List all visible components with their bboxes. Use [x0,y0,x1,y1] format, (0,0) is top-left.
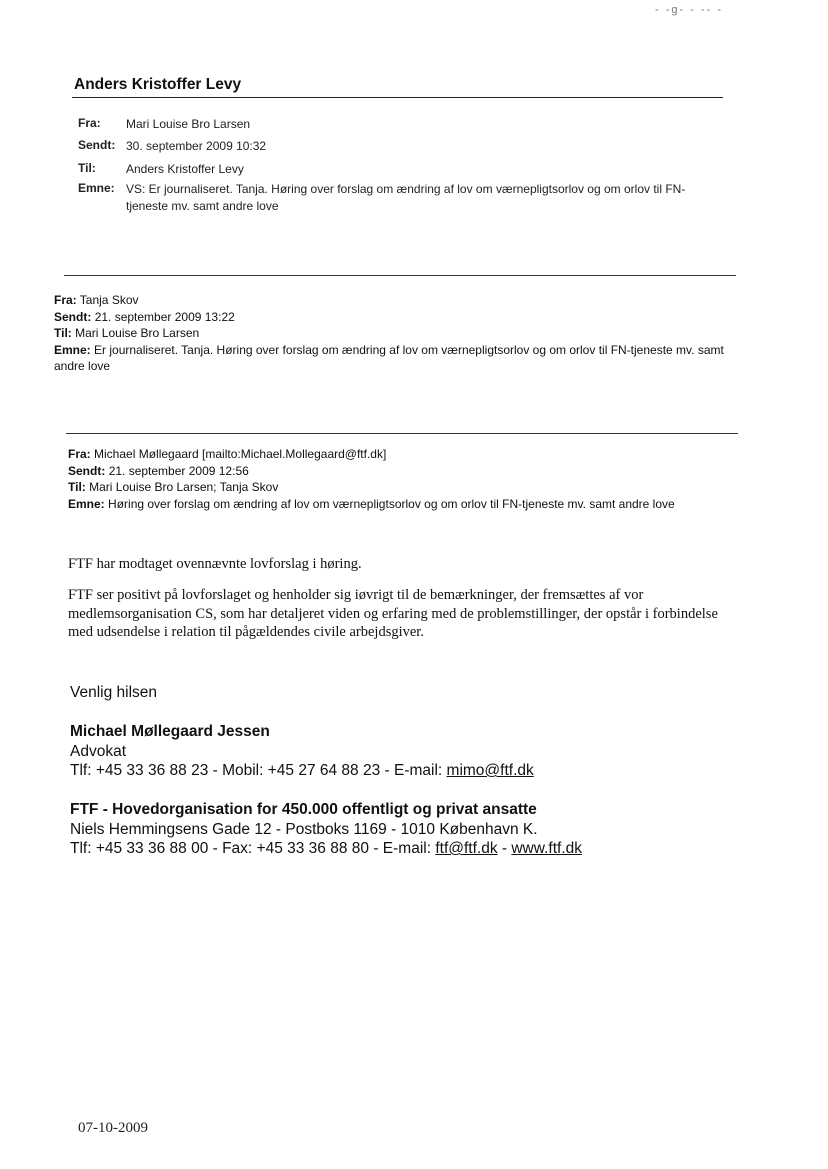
forward-to-row [78,161,726,178]
from-row: Fra: Michael Møllegaard [mailto:Michael.Mollegaard@ftf.dk] [68,447,387,461]
email-link[interactable]: mimo@ftf.dk [446,762,534,779]
mailbox-owner-name: Anders Kristoffer Levy [74,76,242,93]
organization-block [70,800,582,859]
signature-block [70,722,534,781]
body-paragraph-1: FTF har modtaget ovennævnte lovforslag i høring. [68,556,362,572]
message-divider [64,275,736,276]
org-name: FTF - Hovedorganisation for 450.000 offentligt og privat ansatte [70,801,537,818]
subject-row: Emne: Høring over forslag om ændring af lov om værnepligtsorlov og om orlov til FN-tjeneste mv. samt andre love [68,496,675,511]
from-row: Fra: Tanja Skov [54,293,139,307]
sent-value: 30. september 2009 10:32 [126,139,267,153]
to-row: Til: Mari Louise Bro Larsen; Tanja Skov [68,480,279,494]
forward-subject-row [78,181,716,215]
message-header-tanja [54,292,744,375]
header-divider [72,97,723,98]
body-paragraph-2: FTF ser positivt på lovforslaget og henholder sig iøvrigt til de bemærkninger, der fremsættes af vor medlemsorganisation CS, som har detaljeret viden og erfaring med de problemstillinger, der opstår i forbindelse med udsendelse i relation til pågældendes civile arbejdsgiver. [68,587,718,640]
subject-row: Emne: Er journaliseret. Tanja. Høring over forslag om ændring af lov om værnepligtsorlov og om orlov til FN-tjeneste mv. samt andre love [54,342,724,373]
forward-from-row [78,116,726,133]
from-value: Mari Louise Bro Larsen [126,117,251,131]
subject-label: Emne: [78,181,115,195]
footer-date: 07-10-2009 [78,1120,148,1136]
org-contact: Tlf: +45 33 36 88 00 - Fax: +45 33 36 88 80 - E-mail: ftf@ftf.dk - www.ftf.dk [70,840,582,857]
org-email-link[interactable]: ftf@ftf.dk [435,840,498,857]
greeting: Venlig hilsen [70,684,158,701]
page-number-mark: - -g- - -- - [655,4,723,16]
website-link[interactable]: www.ftf.dk [511,840,582,857]
to-label: Til: [78,161,96,175]
subject-value: VS: Er journaliseret. Tanja. Høring over forslag om ændring af lov om værnepligtsorlov og om orlov til FN-tjeneste mv. samt andre love [126,182,686,213]
to-value: Anders Kristoffer Levy [126,162,244,176]
signer-title: Advokat [70,742,127,760]
message-header-michael [68,446,728,512]
forward-sent-row [78,138,726,155]
signer-name: Michael Møllegaard Jessen [70,723,270,740]
from-label: Fra: [78,116,101,130]
sent-label: Sendt: [78,138,116,152]
sent-row: Sendt: 21. september 2009 13:22 [54,309,235,324]
signer-contact: Tlf: +45 33 36 88 23 - Mobil: +45 27 64 88 23 - E-mail: mimo@ftf.dk [70,762,534,779]
org-address: Niels Hemmingsens Gade 12 - Postboks 1169 - 1010 København K. [70,820,538,838]
sent-row: Sendt: 21. september 2009 12:56 [68,463,249,478]
message-divider [66,433,738,434]
to-row: Til: Mari Louise Bro Larsen [54,326,200,340]
